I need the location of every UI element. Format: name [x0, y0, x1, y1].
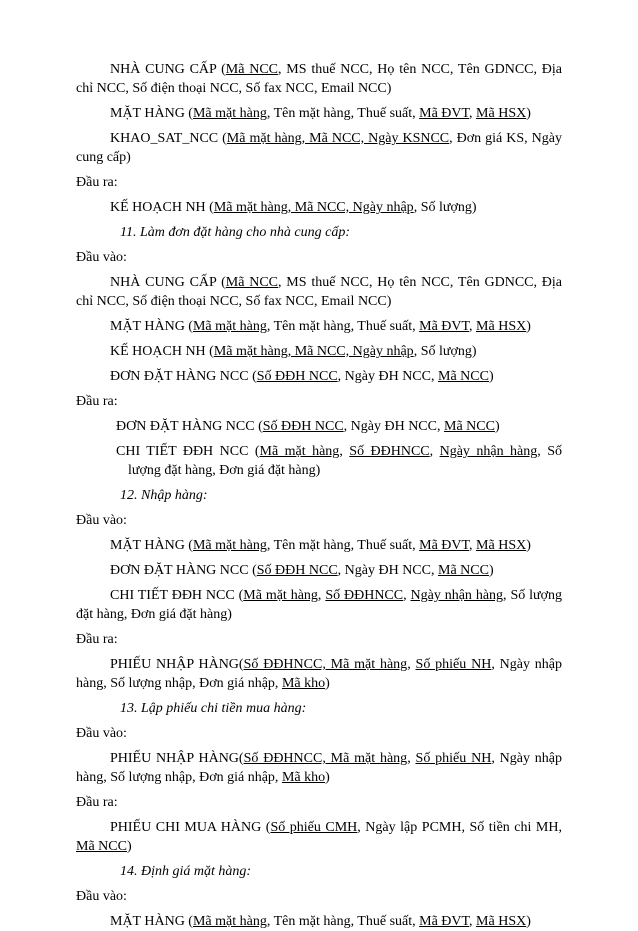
entity-mat-hang [76, 912, 562, 931]
entity-text: , Tên mặt hàng, Thuế suất, [266, 538, 420, 553]
key-field: Số ĐĐHNCC [349, 444, 430, 459]
entity-text: , Số lượng đặt hàng, Đơn giá đặt hàng) [128, 444, 563, 478]
entity-text: ) [126, 839, 132, 854]
entity-text: ) [526, 106, 531, 121]
key-field: Mã NCC [438, 369, 489, 384]
entity-text: PHIẾU CHI MUA HÀNG ( [110, 820, 271, 835]
entity-text: CHI TIẾT ĐĐH NCC ( [116, 444, 260, 459]
entity-don-dat-hang-ncc [76, 561, 562, 580]
entity-text: ĐƠN ĐẶT HÀNG NCC ( [110, 369, 257, 384]
key-field: Mã ĐVT [419, 106, 470, 121]
output-label: Đầu ra: [76, 632, 118, 647]
key-field: Số ĐĐHNCC, Mã mặt hàng [243, 657, 408, 672]
entity-text: , Tên mặt hàng, Thuế suất, [266, 106, 420, 121]
entity-text: , Tên mặt hàng, Thuế suất, [266, 914, 420, 929]
entity-text: ) [494, 419, 500, 434]
entity-text: , [469, 319, 477, 334]
entity-text: ĐƠN ĐẶT HÀNG NCC ( [110, 563, 257, 578]
key-field: Mã mặt hàng, Mã NCC, Ngày nhập [213, 200, 414, 215]
key-field: Mã ĐVT [419, 319, 470, 334]
entity-don-dat-hang-ncc [76, 367, 562, 386]
entity-text: KẾ HOẠCH NH ( [110, 344, 214, 359]
entity-text: , Số lượng đặt hàng, Đơn giá đặt hàng) [76, 588, 562, 622]
entity-text: , [469, 914, 477, 929]
key-field: Số ĐĐHNCC, Mã mặt hàng [243, 751, 408, 766]
entity-phieu-nhap-hang [76, 749, 562, 787]
key-field: Mã ĐVT [419, 538, 470, 553]
output-label: Đầu ra: [76, 394, 118, 409]
entity-text: , [403, 588, 411, 603]
key-field: Số ĐĐH NCC [256, 369, 338, 384]
entity-mat-hang [76, 317, 562, 336]
section-heading-12: 12. Nhập hàng: [120, 488, 208, 503]
key-field: Mã HSX [476, 106, 527, 121]
key-field: Mã HSX [476, 319, 527, 334]
entity-text: , Ngày ĐH NCC, [337, 563, 438, 578]
entity-text: KHAO_SAT_NCC ( [110, 131, 227, 146]
entity-text: , Ngày nhập hàng, Số lượng nhập, Đơn giá nhập, [76, 657, 563, 691]
key-field: Mã HSX [476, 914, 527, 929]
key-field: Mã mặt hàng [243, 588, 318, 603]
entity-text: , Đơn giá KS, Ngày cung cấp) [76, 131, 562, 165]
key-field: Số phiếu NH [415, 657, 492, 672]
entity-text: CHI TIẾT ĐĐH NCC ( [110, 588, 244, 603]
entity-nha-cung-cap [76, 273, 562, 311]
entity-text: MẶT HÀNG ( [110, 319, 193, 334]
key-field: Số phiếu NH [415, 751, 492, 766]
input-label: Đầu vào: [76, 250, 127, 265]
entity-khao-sat-ncc [76, 129, 562, 167]
output-label: Đầu ra: [76, 795, 118, 810]
key-field: Mã ĐVT [419, 914, 470, 929]
key-field: Số ĐĐH NCC [256, 563, 338, 578]
key-field: Số ĐĐHNCC [325, 588, 404, 603]
entity-text: , Số lượng) [413, 344, 477, 359]
key-field: Mã kho [281, 770, 326, 785]
key-field: Mã mặt hàng [192, 319, 267, 334]
entity-text: , [407, 657, 416, 672]
entity-text: MẶT HÀNG ( [110, 106, 193, 121]
entity-text: MẶT HÀNG ( [110, 914, 193, 929]
key-field: Ngày nhận hàng [410, 588, 504, 603]
entity-text: ) [526, 319, 531, 334]
entity-text: ) [325, 676, 330, 691]
entity-text: , MS thuế NCC, Họ tên NCC, Tên GDNCC, Địa chỉ NCC, Số điện thoại NCC, Số fax NCC, Email NCC) [76, 62, 563, 96]
entity-text: , Tên mặt hàng, Thuế suất, [266, 319, 420, 334]
entity-chi-tiet-ddh-ncc [76, 442, 562, 480]
key-field: Mã mặt hàng, Mã NCC, Ngày KSNCC [226, 131, 450, 146]
entity-text: , [469, 538, 477, 553]
entity-text: ) [488, 563, 494, 578]
key-field: Mã NCC [438, 563, 489, 578]
key-field: Mã mặt hàng, Mã NCC, Ngày nhập [213, 344, 414, 359]
entity-text: , Ngày lập PCMH, Số tiền chi MH, [357, 820, 562, 835]
entity-text: MẶT HÀNG ( [110, 538, 193, 553]
entity-text: , [407, 751, 416, 766]
entity-chi-tiet-ddh-ncc [76, 586, 562, 624]
entity-text: ) [526, 538, 531, 553]
entity-text: , Ngày ĐH NCC, [337, 369, 438, 384]
entity-text: ) [325, 770, 330, 785]
key-field: Mã mặt hàng [259, 444, 340, 459]
key-field: Mã NCC [444, 419, 495, 434]
entity-text: , Ngày ĐH NCC, [343, 419, 444, 434]
section-heading-14: 14. Định giá mặt hàng: [120, 864, 252, 879]
entity-text: KẾ HOẠCH NH ( [110, 200, 214, 215]
entity-mat-hang [76, 536, 562, 555]
entity-ke-hoach-nh [76, 198, 562, 217]
key-field: Mã NCC [76, 839, 127, 854]
input-label: Đầu vào: [76, 513, 127, 528]
entity-phieu-nhap-hang [76, 655, 562, 693]
key-field: Mã kho [281, 676, 326, 691]
section-heading-11: 11. Làm đơn đặt hàng cho nhà cung cấp: [120, 225, 351, 240]
entity-text: , [339, 444, 350, 459]
entity-nha-cung-cap [76, 60, 562, 98]
entity-don-dat-hang-ncc [76, 417, 562, 436]
key-field: Mã mặt hàng [192, 914, 267, 929]
entity-mat-hang [76, 104, 562, 123]
input-label: Đầu vào: [76, 726, 127, 741]
key-field: Mã mặt hàng [192, 106, 267, 121]
key-field: Mã NCC [225, 62, 279, 77]
entity-ke-hoach-nh [76, 342, 562, 361]
input-label: Đầu vào: [76, 889, 127, 904]
key-field: Ngày nhận hàng [439, 444, 538, 459]
entity-text: PHIẾU NHẬP HÀNG( [110, 657, 244, 672]
key-field: Mã mặt hàng [192, 538, 267, 553]
entity-phieu-chi-mua-hang [76, 818, 562, 856]
key-field: Mã NCC [225, 275, 279, 290]
entity-text: , Ngày nhập hàng, Số lượng nhập, Đơn giá nhập, [76, 751, 563, 785]
entity-text: NHÀ CUNG CẤP ( [110, 62, 226, 77]
output-label: Đầu ra: [76, 175, 118, 190]
entity-text: , [317, 588, 326, 603]
entity-text: , [469, 106, 477, 121]
entity-text: ) [488, 369, 494, 384]
key-field: Mã HSX [476, 538, 527, 553]
entity-text: , MS thuế NCC, Họ tên NCC, Tên GDNCC, Địa chỉ NCC, Số điện thoại NCC, Số fax NCC, Email NCC) [76, 275, 563, 309]
key-field: Số phiếu CMH [270, 820, 358, 835]
entity-text: , Số lượng) [413, 200, 477, 215]
entity-text: ) [526, 914, 531, 929]
entity-text: ĐƠN ĐẶT HÀNG NCC ( [116, 419, 263, 434]
key-field: Số ĐĐH NCC [262, 419, 344, 434]
entity-text: NHÀ CUNG CẤP ( [110, 275, 226, 290]
entity-text: PHIẾU NHẬP HÀNG( [110, 751, 244, 766]
entity-text: , [429, 444, 440, 459]
section-heading-13: 13. Lập phiếu chi tiền mua hàng: [120, 701, 307, 716]
